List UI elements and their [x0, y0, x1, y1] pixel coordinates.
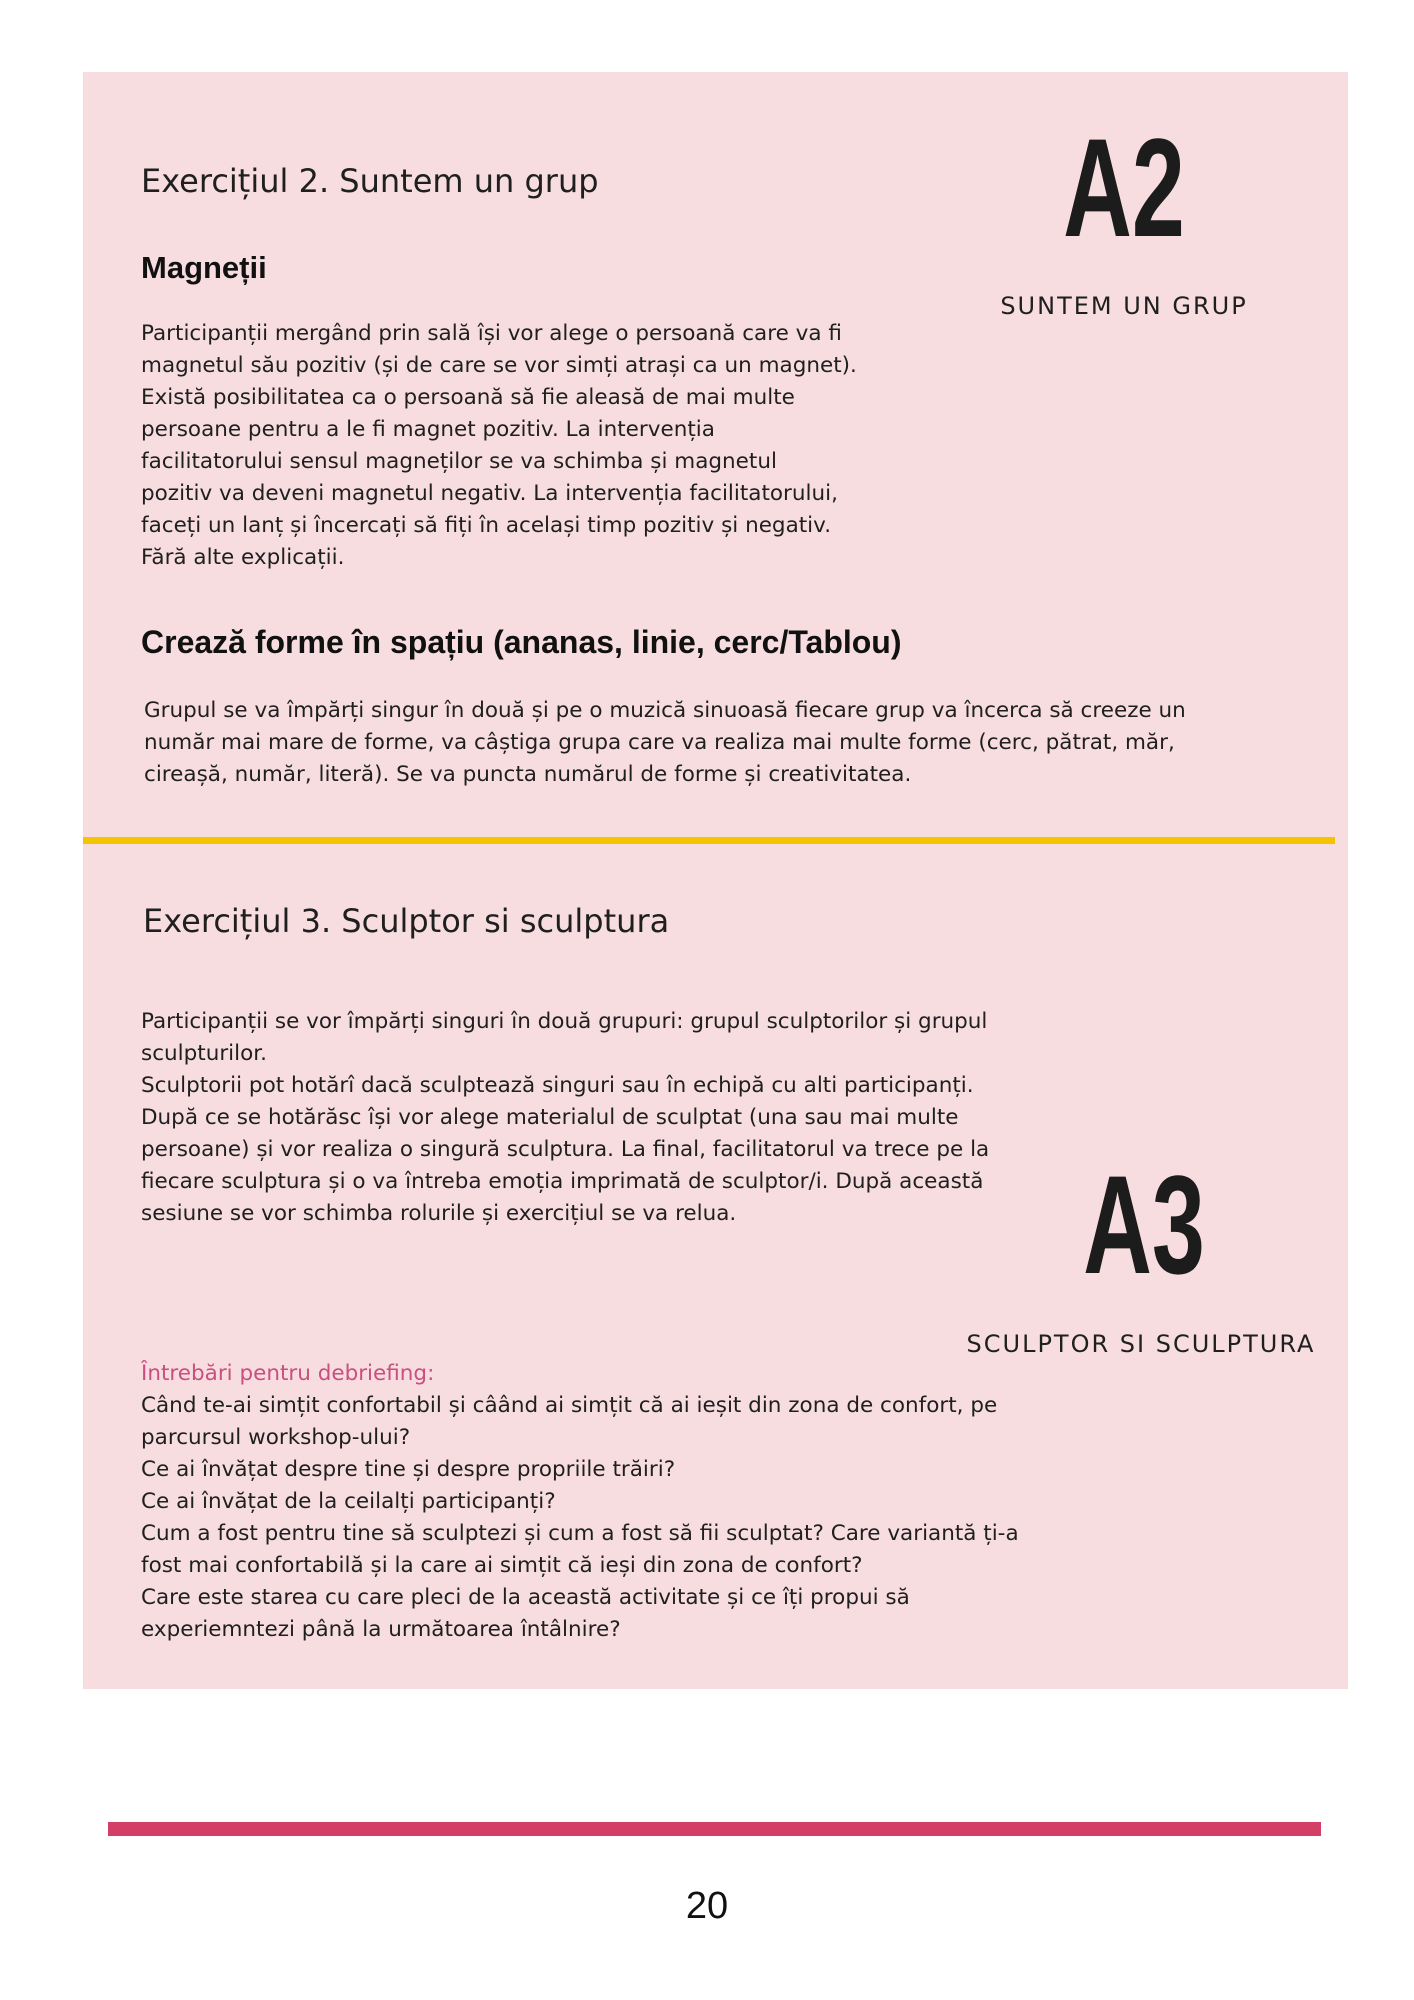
text-line: faceți un lanț și încercați să fiți în același timp pozitiv și negativ. [141, 513, 832, 538]
text-line: pozitiv va deveni magnetul negativ. La intervenția facilitatorului, [141, 481, 838, 506]
section-divider [83, 837, 1335, 844]
text-line: experiemntezi până la următoarea întâlnire? [141, 1617, 621, 1642]
text-line: facilitatorului sensul magneților se va schimba și magnetul [141, 449, 777, 474]
text-line: număr mai mare de forme, va câștiga grupa care va realiza mai multe forme (cerc, pătrat, măr, [144, 730, 1175, 755]
text-line: parcursul workshop-ului? [141, 1425, 411, 1450]
text-line: sesiune se vor schimba rolurile și exercițiul se va relua. [141, 1201, 737, 1226]
text-line: persoane) și vor realiza o singură sculptura. La final, facilitatorul va trece pe la [141, 1137, 990, 1162]
footer-bar [108, 1822, 1321, 1836]
text-line: Fără alte explicații. [141, 545, 345, 570]
text-line: cireașă, număr, literă). Se va puncta numărul de forme și creativitatea. [144, 762, 912, 787]
page-number: 20 [685, 1885, 729, 1927]
text-line: Cum a fost pentru tine să sculptezi și cum a fost să fii sculptat? Care variantă ți-a [141, 1521, 1019, 1546]
sculptor-description [141, 1006, 989, 1230]
magnets-description [141, 318, 857, 574]
text-line: persoane pentru a le fi magnet pozitiv. La intervenția [141, 417, 715, 442]
a3-badge-code: A3 [1083, 1146, 1205, 1303]
text-line: Ce ai învățat de la ceilalți participanți? [141, 1489, 556, 1514]
text-line: Sculptorii pot hotărî dacă sculptează singuri sau în echipă cu alti participanți. [141, 1073, 974, 1098]
text-line: Ce ai învățat despre tine și despre propriile trăiri? [141, 1457, 676, 1482]
text-line: Grupul se va împărți singur în două și pe o muzică sinuoasă fiecare grup va încerca să creeze un [144, 698, 1186, 723]
shapes-description [144, 695, 1186, 791]
exercise-3-title: Exercițiul 3. Sculptor si sculptura [143, 902, 670, 940]
text-line: fiecare sculptura și o va întreba emoția imprimată de sculptor/i. După această [141, 1169, 984, 1194]
debriefing-questions [141, 1358, 1019, 1646]
a2-badge-label: SUNTEM UN GRUP [1000, 292, 1248, 320]
text-line: sculpturilor. [141, 1041, 267, 1066]
text-line: Care este starea cu care pleci de la această activitate și ce îți propui să [141, 1585, 910, 1610]
text-line: Există posibilitatea ca o persoană să fie aleasă de mai multe [141, 385, 795, 410]
text-line: După ce se hotărăsc își vor alege materialul de sculptat (una sau mai multe [141, 1105, 959, 1130]
shapes-heading: Crează forme în spațiu (ananas, linie, cerc/Tablou) [141, 624, 902, 660]
text-line: Când te-ai simțit confortabil și câând ai simțit că ai ieșit din zona de confort, pe [141, 1393, 998, 1418]
text-line: fost mai confortabilă și la care ai simțit că ieși din zona de confort? [141, 1553, 863, 1578]
a3-badge-label: SCULPTOR SI SCULPTURA [966, 1330, 1316, 1358]
debriefing-heading: Întrebări pentru debriefing: [141, 1361, 435, 1386]
text-line: Participanții mergând prin sală își vor alege o persoană care va fi [141, 321, 842, 346]
text-line: magnetul său pozitiv (și de care se vor simți atrași ca un magnet). [141, 353, 857, 378]
magnets-heading: Magneții [141, 250, 267, 285]
exercise-2-title: Exercițiul 2. Suntem un grup [141, 162, 599, 200]
text-line: Participanții se vor împărți singuri în două grupuri: grupul sculptorilor și grupul [141, 1009, 988, 1034]
a2-badge-code: A2 [1063, 109, 1185, 266]
